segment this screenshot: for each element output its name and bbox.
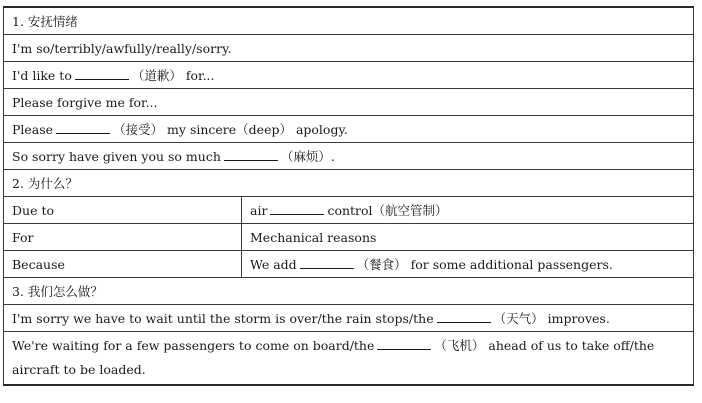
sentence-forgive: Please forgive me for... (4, 89, 694, 116)
table-row (4, 305, 694, 332)
sentence-text: （天气） improves. (493, 311, 610, 326)
table-row (4, 62, 694, 89)
table-row (4, 332, 694, 386)
fill-in-blank[interactable] (270, 203, 324, 215)
sentence-text: We add (250, 257, 297, 272)
fill-in-blank[interactable] (75, 68, 129, 80)
reason-detail: Mechanical reasons (242, 224, 694, 251)
table-row (4, 89, 694, 116)
sentence-text: （道歉） for... (131, 68, 215, 83)
sentence-text: （接受） my sincere（deep） apology. (113, 122, 348, 137)
sentence-accept (4, 116, 694, 143)
section-2-header-row (4, 170, 694, 197)
sentence-text: （餐食） for some additional passengers. (356, 257, 613, 272)
reason-label: Due to (4, 197, 242, 224)
table-row (4, 143, 694, 170)
reason-label: For (4, 224, 242, 251)
table-row (4, 35, 694, 62)
table-row (4, 116, 694, 143)
section-1-header-row (4, 7, 694, 35)
sentence-text: air (250, 203, 268, 218)
sentence-storm (4, 305, 694, 332)
table-row (4, 251, 694, 278)
section-3-header-row (4, 278, 694, 305)
fill-in-blank[interactable] (56, 122, 110, 134)
sentence-trouble (4, 143, 694, 170)
sentence-text: Please (12, 122, 54, 137)
table-row (4, 197, 694, 224)
fill-in-blank[interactable] (224, 149, 278, 161)
sentence-text: （飞机） ahead of us to take off/the aircraft to be loaded. (12, 338, 655, 377)
sentence-sorry: I'm so/terribly/awfully/really/sorry. (4, 35, 694, 62)
fill-in-blank[interactable] (437, 311, 491, 323)
reason-detail (242, 251, 694, 278)
reason-label: Because (4, 251, 242, 278)
fill-in-blank[interactable] (300, 257, 354, 269)
section-3-title: 3. 我们怎么做？ (4, 278, 694, 305)
sentence-waiting (4, 332, 694, 386)
sentence-text: We're waiting for a few passengers to come on board/the (12, 338, 375, 353)
sentence-apologize (4, 62, 694, 89)
fill-in-blank[interactable] (377, 338, 431, 350)
sentence-text: So sorry have given you so much (12, 149, 221, 164)
sentence-text: （麻烦）. (280, 149, 335, 164)
sentence-text: I'd like to (12, 68, 72, 83)
section-1-title: 1. 安抚情绪 (4, 7, 694, 35)
table-row (4, 224, 694, 251)
sentence-text: I'm sorry we have to wait until the storm is over/the rain stops/the (12, 311, 434, 326)
phrase-table (3, 6, 694, 386)
reason-detail (242, 197, 694, 224)
phrase-table-sheet (3, 6, 694, 386)
sentence-text: control（航空管制） (327, 203, 448, 218)
section-2-title: 2. 为什么？ (4, 170, 694, 197)
